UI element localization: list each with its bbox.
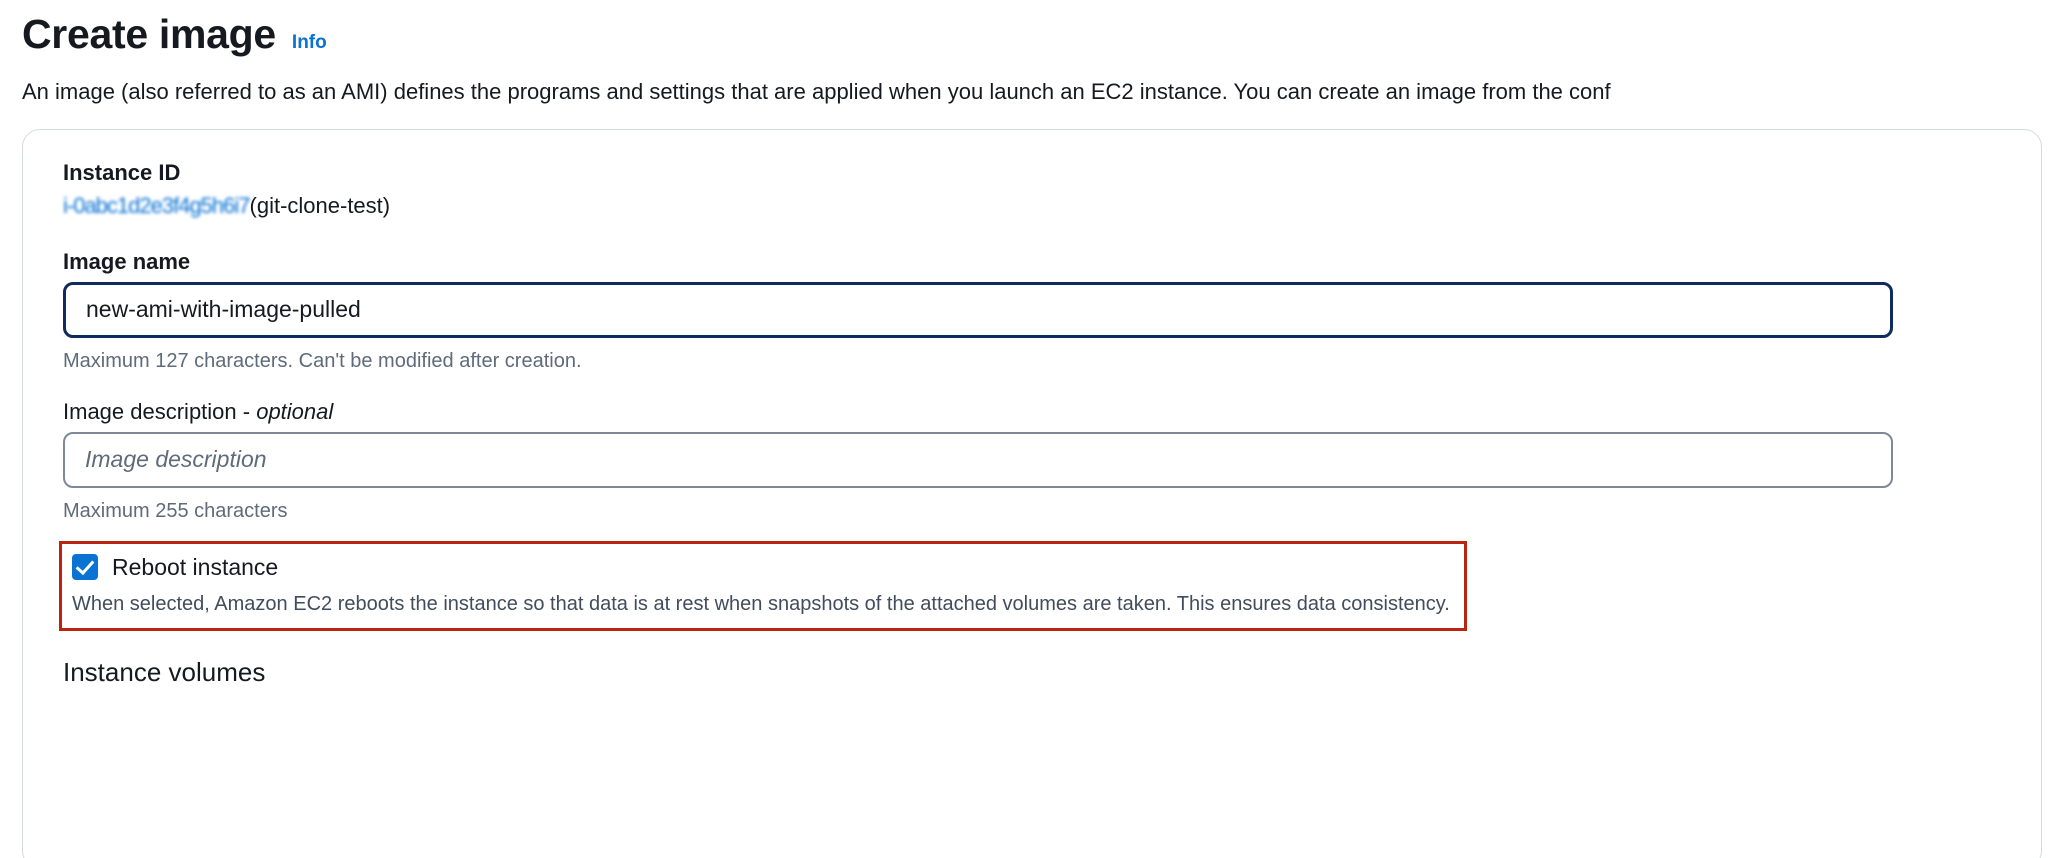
image-description-input[interactable] [63,432,1893,488]
reboot-instance-description: When selected, Amazon EC2 reboots the instance so that data is at rest when snapshots of the attached volumes are taken. This ensures data consistency. [72,592,1450,615]
instance-id-value[interactable]: i-0abc1d2e3f4g5h6i7 [63,192,250,218]
instance-id-name: (git-clone-test) [249,192,391,218]
create-image-form-panel [22,129,2042,858]
instance-id-label: Instance ID [63,159,181,185]
page-description: An image (also referred to as an AMI) defines the programs and settings that are applied when you launch an EC2 instance. You can create an image from the conf [22,79,1611,105]
image-description-label-text: Image description - [63,398,257,424]
reboot-instance-checkbox[interactable] [72,554,98,580]
instance-volumes-heading: Instance volumes [63,656,266,687]
info-link[interactable]: Info [291,32,327,53]
page-header [22,10,2071,59]
image-description-optional-text: optional [256,398,334,424]
reboot-instance-highlight-region [59,541,1467,631]
image-description-label [63,399,2001,425]
reboot-instance-label: Reboot instance [112,553,279,580]
image-name-field [63,249,2001,373]
instance-id-field [63,160,2001,219]
image-name-label: Image name [63,248,191,274]
image-description-hint: Maximum 255 characters [63,499,288,522]
instance-id-value-row [63,193,2001,219]
page-title: Create image [22,11,276,57]
image-name-input[interactable] [63,282,1893,338]
reboot-instance-row[interactable] [72,554,1450,581]
image-name-hint: Maximum 127 characters. Can't be modified after creation. [63,349,582,372]
image-description-field [63,399,2001,523]
